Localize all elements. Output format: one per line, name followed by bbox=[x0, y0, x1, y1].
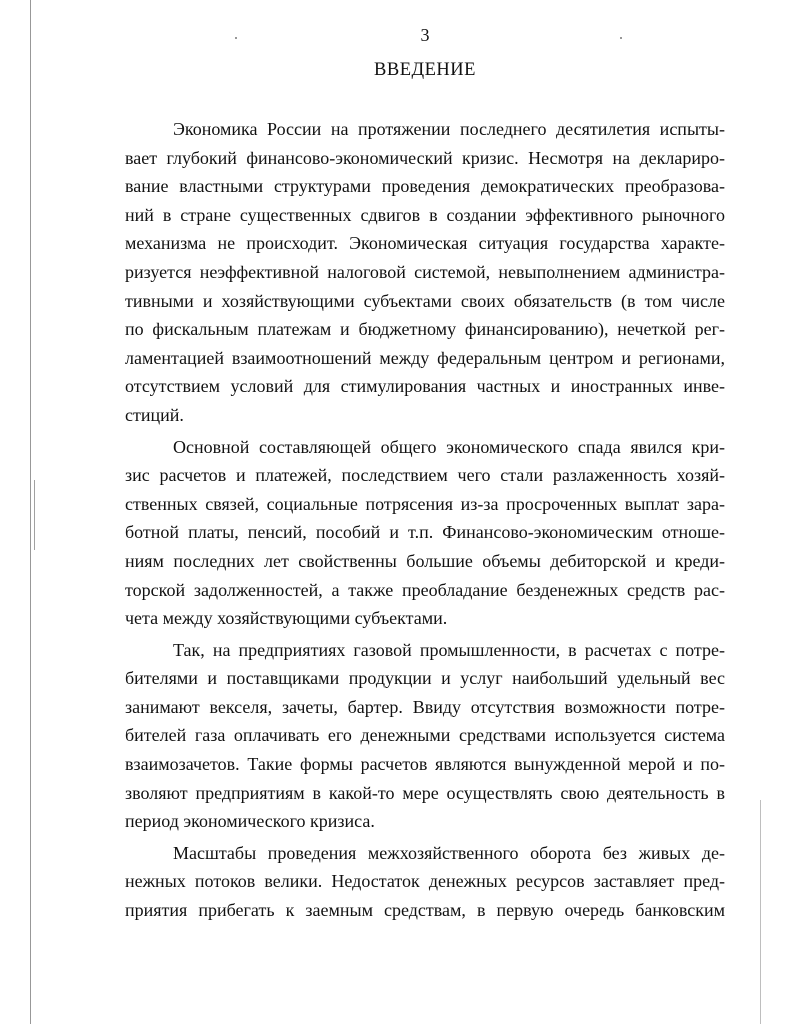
paragraph bbox=[125, 115, 725, 430]
text-line: ламентацией взаимоотношений между федеральным центром и регионами, bbox=[125, 347, 725, 368]
text-line: отсутствием условий для стимулирования частных и иностранных инве- bbox=[125, 376, 725, 397]
text-line: приятия прибегать к заемным средствам, в первую очередь банковским bbox=[125, 900, 725, 921]
text-line: ниям последних лет свойственны большие объемы дебиторской и креди- bbox=[125, 550, 725, 571]
text-line: ний в стране существенных сдвигов в создании эффективного рыночного bbox=[125, 204, 725, 225]
text-line: ризуется неэффективной налоговой системой, невыполнением администра- bbox=[125, 261, 725, 282]
text-line: бителей газа оплачивать его денежными средствами используется система bbox=[125, 725, 725, 746]
text-line: занимают векселя, зачеты, бартер. Ввиду отсутствия возможности потре- bbox=[125, 696, 725, 717]
text-line: чета между хозяйствующими субъектами. bbox=[125, 608, 448, 629]
paragraph bbox=[125, 839, 725, 925]
text-line: нежных потоков велики. Недостаток денежных ресурсов заставляет пред- bbox=[125, 871, 725, 892]
text-line: по фискальным платежам и бюджетному финансированию), нечеткой рег- bbox=[125, 319, 725, 340]
text-line: Так, на предприятиях газовой промышленности, в расчетах с потре- bbox=[173, 639, 725, 660]
text-line: механизма не происходит. Экономическая ситуация государства характе- bbox=[125, 233, 725, 254]
text-line: стиций. bbox=[125, 404, 184, 425]
page-title: ВВЕДЕНИЕ bbox=[374, 60, 476, 80]
paragraph bbox=[125, 636, 725, 836]
page-number: 3 bbox=[420, 25, 430, 45]
text-line: Масштабы проведения межхозяйственного оборота без живых де- bbox=[173, 842, 725, 863]
text-line: тивными и хозяйствующими субъектами своих обязательств (в том числе bbox=[125, 290, 725, 311]
text-line: зис расчетов и платежей, последствием чего стали разлаженность хозяй- bbox=[125, 465, 725, 486]
text-line: Основной составляющей общего экономического спада явился кри- bbox=[173, 436, 725, 457]
text-line: период экономического кризиса. bbox=[125, 811, 375, 832]
paragraph bbox=[125, 433, 725, 633]
text-line: ботной платы, пенсий, пособий и т.п. Финансово-экономическим отноше- bbox=[125, 522, 725, 543]
text-line: Экономика России на протяжении последнего десятилетия испыты- bbox=[173, 119, 725, 139]
text-line: торской задолженностей, а также преобладание безденежных средств рас- bbox=[125, 579, 725, 600]
text-line: взаимозачетов. Такие формы расчетов являются вынужденной мерой и по- bbox=[125, 754, 725, 775]
text-line: ственных связей, социальные потрясения из-за просроченных выплат зара- bbox=[125, 493, 725, 514]
text-line: вание властными структурами проведения демократических преобразова- bbox=[125, 176, 725, 197]
text-line: бителями и поставщиками продукции и услуг наибольший удельный вес bbox=[125, 668, 725, 689]
text-line: вает глубокий финансово-экономический кризис. Несмотря на деклариро- bbox=[125, 147, 725, 168]
text-line: зволяют предприятиям в какой-то мере осуществлять свою деятельность в bbox=[125, 782, 725, 803]
body-text bbox=[125, 115, 725, 925]
